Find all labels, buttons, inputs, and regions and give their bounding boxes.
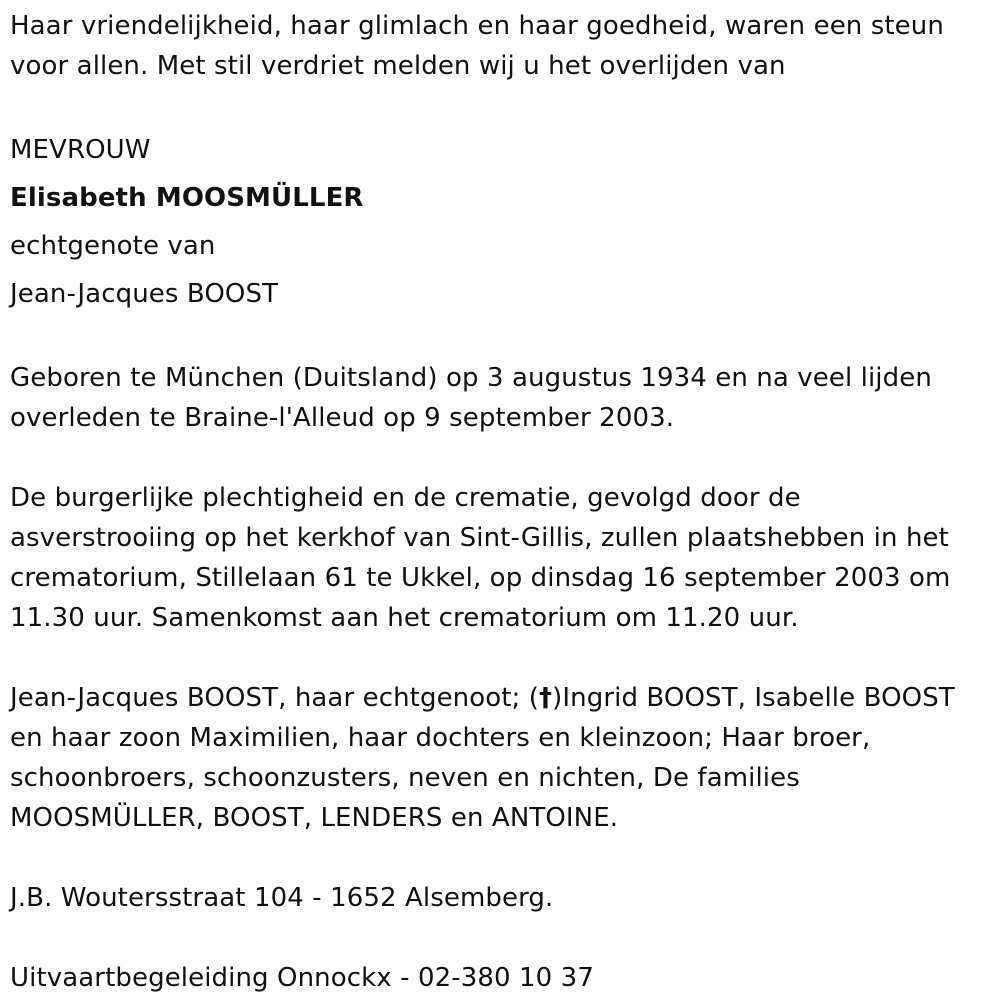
obituary-notice — [10, 6, 990, 998]
family-line-4: MOOSMÜLLER, BOOST, LENDERS en ANTOINE. — [10, 803, 619, 833]
ceremony-line-2: asverstrooiing op het kerkhof van Sint-Gillis, zullen plaatshebben in het — [10, 523, 949, 553]
ceremony-line-1: De burgerlijke plechtigheid en de crematie, gevolgd door de — [10, 483, 801, 513]
deceased-name: Elisabeth MOOSMÜLLER — [10, 183, 364, 213]
spacer — [10, 918, 990, 958]
deceased-title: MEVROUW — [10, 135, 151, 165]
spacer — [10, 838, 990, 878]
spacer — [10, 438, 990, 478]
family-line-3: schoonbroers, schoonzusters, neven en nichten, De families — [10, 763, 800, 793]
family-line-2: en haar zoon Maximilien, haar dochters en kleinzoon; Haar broer, — [10, 723, 871, 753]
spacer — [10, 638, 990, 678]
cross-icon: † — [539, 683, 553, 713]
address: J.B. Woutersstraat 104 - 1652 Alsemberg. — [10, 883, 554, 913]
intro-line-2: voor allen. Met stil verdriet melden wij u het overlijden van — [10, 51, 786, 81]
funeral-director: Uitvaartbegeleiding Onnockx - 02-380 10 37 — [10, 963, 594, 993]
birth-death-line-1: Geboren te München (Duitsland) op 3 augustus 1934 en na veel lijden — [10, 363, 932, 393]
spouse-name: Jean-Jacques BOOST — [10, 279, 279, 309]
family-line-1 — [10, 678, 990, 718]
ceremony-line-3: crematorium, Stillelaan 61 te Ukkel, op dinsdag 16 september 2003 om — [10, 563, 951, 593]
family-line-1-start: Jean-Jacques BOOST, haar echtgenoot; ( — [10, 683, 540, 713]
spacer — [10, 318, 990, 358]
deceased-relation: echtgenote van — [10, 231, 216, 261]
intro-line-1: Haar vriendelijkheid, haar glimlach en haar goedheid, waren een steun — [10, 11, 944, 41]
birth-death-line-2: overleden te Braine-l'Alleud op 9 september 2003. — [10, 403, 675, 433]
ceremony-line-4: 11.30 uur. Samenkomst aan het crematorium om 11.20 uur. — [10, 603, 799, 633]
spacer — [10, 86, 990, 126]
family-line-1-end: )Ingrid BOOST, Isabelle BOOST — [552, 683, 955, 713]
